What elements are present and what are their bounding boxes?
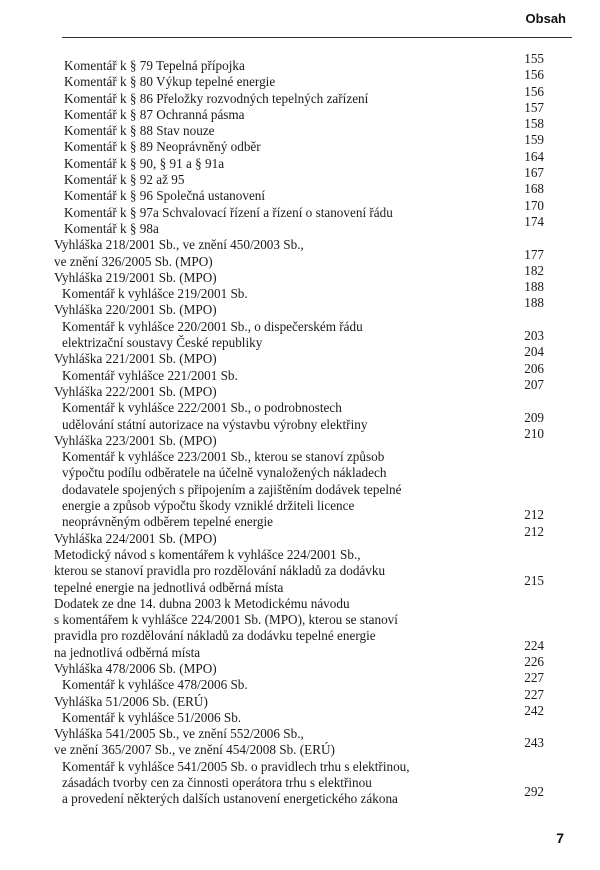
toc-entry-title <box>0 237 600 270</box>
toc-entry-title-line: Komentář k vyhlášce 223/2001 Sb., kterou se stanoví způsob <box>62 449 385 465</box>
toc-entry-title <box>0 710 600 726</box>
toc-entry-title <box>0 449 600 530</box>
toc-entry-title <box>0 433 600 449</box>
toc-entry-title-line: s komentářem k vyhlášce 224/2001 Sb. (MPO), kterou se stanoví <box>54 612 398 628</box>
toc-entry-title <box>0 661 600 677</box>
toc-entry-page-number: 156 <box>524 67 544 83</box>
toc-entry <box>0 99 600 123</box>
toc-entry-page-number: 207 <box>524 376 544 392</box>
toc-entry <box>0 132 600 155</box>
toc-entry <box>0 425 600 449</box>
toc-entry-title <box>0 596 600 661</box>
toc-entry-title <box>0 302 600 318</box>
toc-entry <box>0 400 600 433</box>
toc-entry-title <box>0 221 600 237</box>
toc-entry <box>0 83 600 107</box>
toc-entry-title-line: kterou se stanoví pravidla pro rozdělování nákladů za dodávku <box>54 563 386 579</box>
toc-entry <box>0 197 600 221</box>
toc-entry-page-number: 206 <box>524 360 544 376</box>
toc-entry-title-line: zásadách tvorby cen za činnosti operátora trhu s elektřinou <box>62 775 372 791</box>
toc-entry-title <box>0 205 600 221</box>
toc-entry-title <box>0 726 600 759</box>
toc-entry-title <box>0 123 600 139</box>
page-number: 7 <box>556 830 564 846</box>
toc-entry-title-line: Komentář k § 86 Přeložky rozvodných tepelných zařízení <box>64 90 369 106</box>
toc-entry-page-number: 242 <box>524 702 544 718</box>
toc-entry-title-line: Vyhláška 222/2001 Sb. (MPO) <box>54 383 217 399</box>
toc-entry-title-line: Komentář k § 80 Výkup tepelné energie <box>64 74 276 90</box>
section-title: Obsah <box>525 11 566 26</box>
toc-entry-page-number: 292 <box>524 784 544 800</box>
toc-entry-title-line: výpočtu podílu odběratele na účelně vynaložených nákladech <box>62 465 387 481</box>
toc-entry-title-line: Komentář k vyhlášce 220/2001 Sb., o dispečerském řádu <box>62 318 363 334</box>
toc-entry-title-line: Komentář k § 92 až 95 <box>64 172 185 188</box>
toc-entry-title <box>0 286 600 302</box>
toc-entry-title-line: Komentář k § 98a <box>64 220 159 236</box>
toc-entry-title <box>0 156 600 172</box>
toc-entry-title-line: energie a způsob výpočtu škody vzniklé držiteli licence <box>62 498 355 514</box>
toc-entry-title <box>0 172 600 188</box>
toc-entry-title-line: tepelné energie na jednotlivá odběrná místa <box>54 579 284 595</box>
toc-entry-title <box>0 58 600 74</box>
toc-entry-title <box>0 351 600 367</box>
toc-entry <box>0 702 600 726</box>
toc-entry-page-number: 156 <box>524 83 544 99</box>
page-header <box>0 0 600 40</box>
toc-entry <box>0 449 600 530</box>
toc-entry-title-line: Vyhláška 223/2001 Sb. (MPO) <box>54 432 217 448</box>
toc-entry-title-line: Vyhláška 219/2001 Sb. (MPO) <box>54 269 217 285</box>
toc-entry-title <box>0 694 600 710</box>
toc-entry-page-number: 227 <box>524 686 544 702</box>
toc-entry <box>0 726 600 759</box>
toc-entry <box>0 51 600 74</box>
toc-entry-page-number: 157 <box>524 99 544 115</box>
toc-entry-page-number: 188 <box>524 279 544 295</box>
toc-entry-title-line: pravidla pro rozdělování nákladů za dodávku tepelné energie <box>54 628 376 644</box>
toc-entry <box>0 181 600 204</box>
toc-entry-title <box>0 384 600 400</box>
toc-entry <box>0 279 600 302</box>
toc-entry <box>0 670 600 693</box>
toc-entry-title-line: Komentář k vyhlášce 478/2006 Sb. <box>62 677 248 693</box>
toc-entry-title <box>0 91 600 107</box>
toc-entry-title-line: Dodatek ze dne 14. dubna 2003 k Metodickému návodu <box>54 595 350 611</box>
toc-entry-title-line: Vyhláška 541/2005 Sb., ve znění 552/2006 Sb., <box>54 726 304 742</box>
toc-entry-page-number: 164 <box>524 148 544 164</box>
toc-entry-page-number: 210 <box>524 425 544 441</box>
toc-entry-title-line: Vyhláška 220/2001 Sb. (MPO) <box>54 302 217 318</box>
toc-entry-title-line: Komentář vyhlášce 221/2001 Sb. <box>62 367 238 383</box>
toc-entry-page-number: 188 <box>524 295 544 311</box>
toc-entry-title <box>0 759 600 808</box>
toc-entry-page-number: 209 <box>524 409 544 425</box>
toc-entry-title-line: Komentář k § 89 Neoprávněný odběr <box>64 139 261 155</box>
toc-entry-title-line: Komentář k § 96 Společná ustanovení <box>64 188 266 204</box>
toc-entry <box>0 237 600 270</box>
toc-entry <box>0 116 600 139</box>
toc-entry-title <box>0 107 600 123</box>
toc-entry <box>0 67 600 90</box>
toc-entry-title-line: Metodický návod s komentářem k vyhlášce 224/2001 Sb., <box>54 546 361 562</box>
toc-entry-title-line: a provedení některých dalších ustanovení energetického zákona <box>62 791 398 807</box>
toc-entry-title <box>0 531 600 547</box>
toc-entry <box>0 262 600 286</box>
toc-entry <box>0 759 600 808</box>
toc-entry-title-line: elektrizační soustavy České republiky <box>62 335 263 351</box>
toc-entry-page-number: 177 <box>524 246 544 262</box>
toc-entry-page-number: 204 <box>524 344 544 360</box>
toc-entry-page-number: 243 <box>524 735 544 751</box>
toc-entry-title <box>0 74 600 90</box>
toc-entry <box>0 344 600 367</box>
toc-entry-title-line: dodavatele spojených s připojením a zajištěním dodávek tepelné <box>62 481 402 497</box>
toc-entry-title-line: Vyhláška 218/2001 Sb., ve znění 450/2003 Sb., <box>54 237 304 253</box>
toc-entry <box>0 653 600 677</box>
toc-entry <box>0 319 600 352</box>
toc-entry <box>0 213 600 237</box>
toc-entry-title-line: Komentář k § 90, § 91 a § 91a <box>64 155 225 171</box>
toc-entry-title-line: neoprávněným odběrem tepelné energie <box>62 514 274 530</box>
toc-entry-title-line: Komentář k vyhlášce 51/2006 Sb. <box>62 709 242 725</box>
table-of-contents <box>0 51 600 808</box>
toc-entry-title-line: udělování státní autorizace na výstavbu výrobny elektřiny <box>62 416 368 432</box>
toc-entry-title-line: ve znění 326/2005 Sb. (MPO) <box>54 253 213 269</box>
toc-entry-title <box>0 368 600 384</box>
toc-entry-title <box>0 188 600 204</box>
toc-entry-page-number: 226 <box>524 653 544 669</box>
toc-entry-title <box>0 319 600 352</box>
toc-entry-page-number: 174 <box>524 213 544 229</box>
toc-entry-title-line: Komentář k § 87 Ochranná pásma <box>64 106 245 122</box>
toc-entry-title-line: Vyhláška 478/2006 Sb. (MPO) <box>54 660 217 676</box>
toc-entry-page-number: 155 <box>524 51 544 66</box>
toc-entry-page-number: 215 <box>524 572 544 588</box>
toc-entry-title-line: ve znění 365/2007 Sb., ve znění 454/2008 Sb. (ERÚ) <box>54 742 335 758</box>
toc-entry-page-number: 227 <box>524 670 544 686</box>
toc-entry-title <box>0 400 600 433</box>
toc-entry-title-line: Komentář k vyhlášce 222/2001 Sb., o podrobnostech <box>62 400 342 416</box>
toc-entry <box>0 295 600 318</box>
toc-entry-title <box>0 270 600 286</box>
toc-entry-page-number: 224 <box>524 637 544 653</box>
toc-entry-title-line: Vyhláška 51/2006 Sb. (ERÚ) <box>54 693 208 709</box>
toc-entry <box>0 547 600 596</box>
toc-entry <box>0 523 600 547</box>
toc-entry-title <box>0 139 600 155</box>
toc-entry-title-line: Komentář k vyhlášce 219/2001 Sb. <box>62 286 248 302</box>
toc-entry-title-line: Komentář k § 97a Schvalovací řízení a řízení o stanovení řádu <box>64 204 393 220</box>
toc-entry-title-line: Vyhláška 221/2001 Sb. (MPO) <box>54 351 217 367</box>
toc-entry-page-number: 158 <box>524 116 544 132</box>
toc-entry <box>0 165 600 188</box>
toc-entry-page-number: 168 <box>524 181 544 197</box>
toc-entry-title <box>0 547 600 596</box>
toc-entry-title-line: Komentář k § 88 Stav nouze <box>64 123 215 139</box>
toc-entry <box>0 596 600 661</box>
toc-entry-page-number: 212 <box>524 507 544 523</box>
toc-entry-title-line: na jednotlivá odběrná místa <box>54 644 201 660</box>
toc-entry-page-number: 203 <box>524 328 544 344</box>
toc-entry-page-number: 212 <box>524 523 544 539</box>
toc-entry-title-line: Vyhláška 224/2001 Sb. (MPO) <box>54 530 217 546</box>
toc-entry-page-number: 159 <box>524 132 544 148</box>
toc-entry-title-line: Komentář k vyhlášce 541/2005 Sb. o pravidlech trhu s elektřinou, <box>62 758 410 774</box>
toc-entry-page-number: 182 <box>524 262 544 278</box>
toc-entry <box>0 376 600 400</box>
toc-entry <box>0 148 600 172</box>
toc-entry-title-line: Komentář k § 79 Tepelná přípojka <box>64 58 245 73</box>
toc-entry-page-number: 167 <box>524 165 544 181</box>
header-divider <box>62 37 572 38</box>
toc-entry <box>0 360 600 384</box>
toc-entry <box>0 686 600 710</box>
toc-entry-page-number: 170 <box>524 197 544 213</box>
toc-entry-title <box>0 677 600 693</box>
